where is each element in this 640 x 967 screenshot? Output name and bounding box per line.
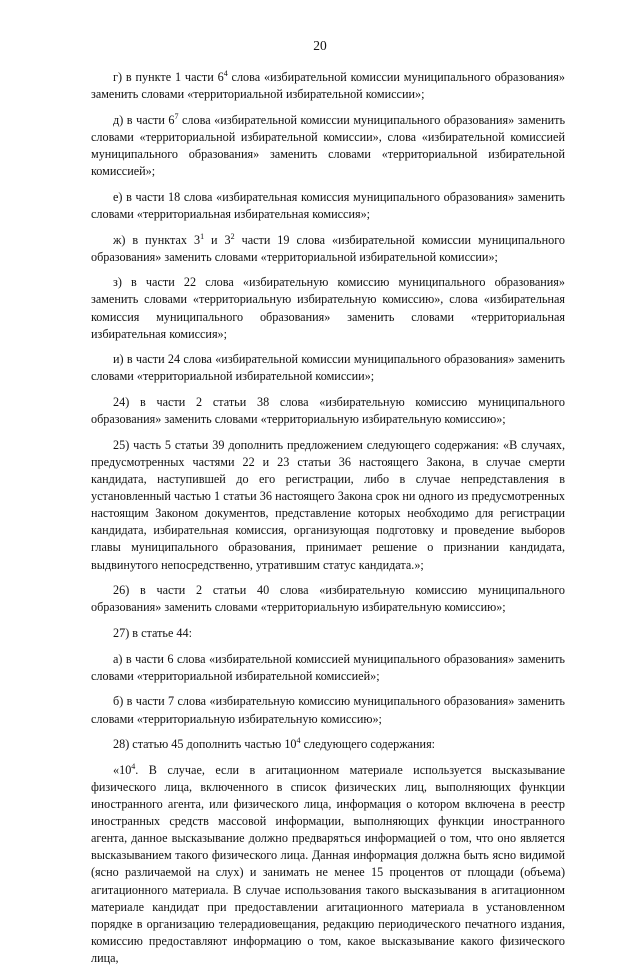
paragraph [91, 394, 565, 428]
text-run: 27) в статье 44: [113, 625, 192, 640]
paragraph [91, 582, 565, 616]
paragraph [91, 232, 565, 266]
paragraph [91, 693, 565, 727]
text-run: 28) статью 45 дополнить частью 10 [113, 737, 297, 752]
superscript: 1 [200, 231, 205, 241]
superscript: 2 [230, 231, 235, 241]
text-run: 25) часть 5 статьи 39 дополнить предложением следующего содержания: «В случаях, предусмотренных частями 22 и 23 статьи 36 настоящего Закона, в случае смерти кандидата, наступившей до его регистрации, либо в случае непредставления в установленный частью 1 статьи 36 настоящего Закона срок ни одного из предусмотренных настоящим Законом документов, представление которых необходимо для регистрации кандидата, избирательная комиссия, организующая подготовку и проведение выборов главы муниципального образования, принимает решение о признании кандидата, выдвинутого непосредственно, утратившим статус кандидата.»; [91, 437, 565, 572]
text-run: и 3 [204, 232, 231, 247]
paragraph [91, 762, 565, 967]
paragraph [91, 736, 565, 753]
text-run: части 19 слова «избирательной комиссии муниципального образования» заменить словами «территориальной избирательной комиссии»; [91, 232, 565, 264]
page-number: 20 [313, 38, 327, 53]
text-run: «10 [113, 762, 132, 777]
text-run: слова «избирательной комиссии муниципального образования» заменить словами «территориальной избирательной комиссии»; [91, 70, 565, 102]
text-run: а) в части 6 слова «избирательной комиссией муниципального образования» заменить словами «территориальной избирательной комиссией»; [91, 651, 565, 683]
text-run: и) в части 24 слова «избирательной комиссии муниципального образования» заменить словами «территориальной избирательной комиссии»; [91, 352, 565, 384]
text-run: ж) в пунктах 3 [113, 232, 201, 247]
text-run: следующего содержания: [300, 737, 436, 752]
paragraph [91, 112, 565, 180]
text-run: б) в части 7 слова «избирательную комиссию муниципального образования» заменить словами «территориальную избирательную комиссию»; [91, 694, 565, 726]
paragraph [91, 351, 565, 385]
text-run: д) в части 6 [113, 112, 175, 127]
text-run: 24) в части 2 статьи 38 слова «избирательную комиссию муниципального образования» заменить словами «территориальную избирательную комиссию»; [91, 395, 565, 427]
superscript: 4 [223, 69, 228, 78]
paragraph [91, 437, 565, 574]
text-run: 26) в части 2 статьи 40 слова «избирательную комиссию муниципального образования» заменить словами «территориальную избирательную комиссию»; [91, 583, 565, 615]
superscript: 7 [174, 111, 179, 121]
document-body [91, 69, 565, 967]
text-run: г) в пункте 1 части 6 [113, 70, 224, 84]
text-run: . В случае, если в агитационном материале используется высказывание физического лица, включенного в список физических лиц, выполняющих функции иностранного агента, или физического лица, информация о котором включена в реестр иностранных средств массовой информации, выполняющих функции иностранного агента, данное высказывание должно предваряться информацией о том, что оно является высказыванием такого физического лица. Данная информация должна быть ясно видимой (ясно различаемой на слух) и занимать не менее 15 процентов от площади (объема) агитационного материала. В случае использования такого высказывания в агитационном материале кандидат при предоставлении агитационного материала в установленном порядке в организацию телерадиовещания, редакцию периодического печатного издания, комиссию предоставляют информацию о том, какое высказывание какого физического лица, [91, 762, 565, 965]
paragraph [91, 189, 565, 223]
text-run: з) в части 22 слова «избирательную комиссию муниципального образования» заменить словами «территориальную избирательную комиссию», слова «избирательная комиссия муниципального образования» заменить словами «территориальная избирательная комиссия»; [91, 275, 565, 341]
paragraph [91, 274, 565, 342]
text-run: е) в части 18 слова «избирательная комиссия муниципального образования» заменить словами «территориальная избирательная комиссия»; [91, 189, 565, 221]
text-run: слова «избирательной комиссии муниципального образования» заменить словами «территориальной избирательной комиссии», слова «избирательной комиссией муниципального образования» заменить словами «территориальной избирательной комиссией»; [91, 112, 566, 179]
superscript: 4 [296, 736, 301, 746]
paragraph [91, 625, 565, 642]
paragraph [91, 651, 565, 685]
superscript: 4 [131, 761, 136, 771]
paragraph [91, 69, 565, 103]
